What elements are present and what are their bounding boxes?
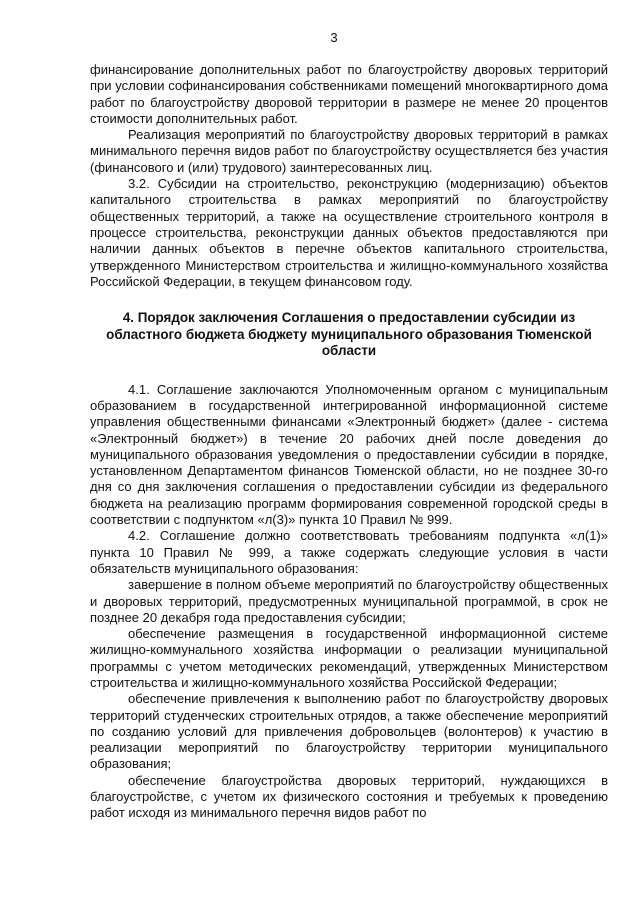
paragraph: обеспечение благоустройства дворовых территорий, нуждающихся в благоустройстве, с учетом их физического состояния и требуемых к проведению работ исходя из минимального перечня видов работ по [90, 772, 608, 821]
section-heading: 4. Порядок заключения Соглашения о предоставлении субсидии из областного бюджета бюджету муниципального образования Тюменской области [106, 310, 592, 359]
paragraph: 3.2. Субсидии на строительство, реконструкцию (модернизацию) объектов капитального строительства в рамках мероприятий по благоустройству общественных территорий, а также на осуществление строительного контроля в процессе строительства, реконструкции данных объектов предоставляются при наличии данных объектов в перечне объектов капитального строительства, утвержденного Министерством строительства и жилищно-коммунального хозяйства Российской Федерации, в текущем финансовом году. [90, 176, 608, 289]
paragraph: обеспечение привлечения к выполнению работ по благоустройству дворовых территорий студенческих строительных отрядов, а также обеспечение мероприятий по созданию условий для привлечения добровольцев (волонтеров) к участию в реализации мероприятий по благоустройству территории муниципального образования; [90, 691, 608, 772]
paragraph: 4.1. Соглашение заключаются Уполномоченным органом с муниципальным образованием в государственной интегрированной информационной системе управления общественными финансами «Электронный бюджет» (далее - система «Электронный бюджет») в течение 20 рабочих дней после доведения до муниципального образования уведомления о предоставлении субсидии в порядке, установленном Департаментом финансов Тюменской области, но не позднее 30-го дня со дня заключения соглашения о предоставлении субсидии из федерального бюджета на реализацию программ формирования современной городской среды в соответствии с подпунктом «л(3)» пункта 10 Правил № 999. [90, 381, 608, 528]
page-number: 3 [330, 30, 338, 45]
paragraph: завершение в полном объеме мероприятий по благоустройству общественных и дворовых территорий, предусмотренных муниципальной программой, в срок не позднее 20 декабря года предоставления субсидии; [90, 577, 608, 625]
paragraph: обеспечение размещения в государственной информационной системе жилищно-коммунального хозяйства информации о реализации муниципальной программы с учетом методических рекомендаций, утвержденных Министерством строительства и жилищно-коммунального хозяйства Российской Федерации; [90, 626, 608, 690]
paragraph: Реализация мероприятий по благоустройству дворовых территорий в рамках минимального перечня видов работ по благоустройству осуществляется без участия (финансового и (или) трудового) заинтересованных лиц. [90, 127, 608, 175]
paragraph: финансирование дополнительных работ по благоустройству дворовых территорий при условии софинансирования собственниками помещений многоквартирного дома работ по благоустройству дворовой территории в размере не менее 20 процентов стоимости дополнительных работ. [90, 62, 608, 126]
paragraph: 4.2. Соглашение должно соответствовать требованиям подпункта «л(1)» пункта 10 Правил № 999, а также содержать следующие условия в части обязательств муниципального образования: [90, 528, 608, 576]
